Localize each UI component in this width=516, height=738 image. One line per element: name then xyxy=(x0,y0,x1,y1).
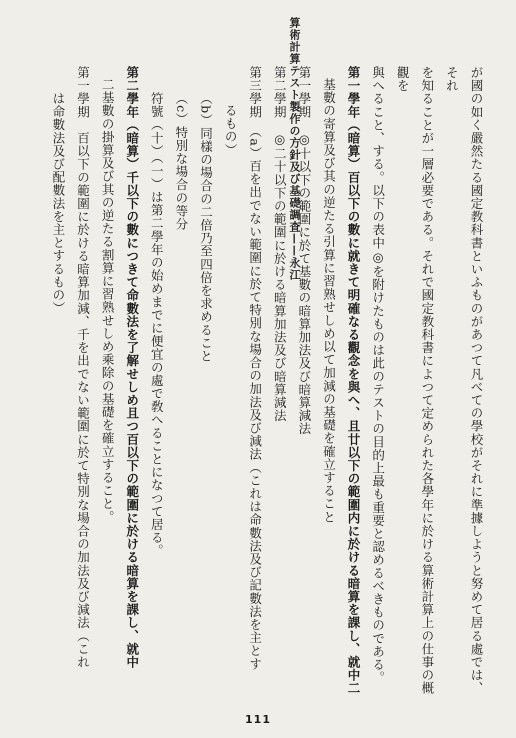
text-line: は命數法及び配數法を主とするもの） xyxy=(50,92,66,315)
term-2: 第二學期 ◎二十以下の範圍に於ける暗算加法及び暗算減法 xyxy=(272,66,288,423)
text-line: （c）特別な場合の等分 xyxy=(173,92,189,231)
text-line: るもの） xyxy=(223,104,239,157)
grade-2-heading: 第二學年（暗算）千以下の數につきて命數法を了解せしめ且つ百以下の範圍に於ける暗算を課し、就中 xyxy=(124,66,140,669)
text-line: が國の如く嚴然たる國定教科書といふものがあつて凡べての學校がそれに準據しようと努めて居る處では、それ xyxy=(444,66,484,695)
term-3: 第三學期 （a）百を出でない範圍に於て特別な場合の加法及び減法（これは命數法及び記數法を主とす xyxy=(247,66,263,671)
grade-1-heading: 第一學年（暗算）百以下の數に就きて明確なる觀念を與へ、且廿以下の範圍内に於ける暗算を課し、就中二 xyxy=(346,66,362,695)
text-line: （b）同樣の場合の二倍乃至四倍を求めること xyxy=(198,92,214,363)
text-line: 與へること、する。以下の表中◎を附けたものは此のテストの目的上最も重要と認めるべきものである。 xyxy=(370,66,386,685)
text-line: を知ることが一層必要である。それで國定教科書によつて定められた各學年に於ける算術計算上の仕事の概觀を xyxy=(395,66,435,695)
text-line: 基數の寄算及び其の逆たる引算に習熟せしめ以て加減の基礎を確立すること xyxy=(321,78,337,524)
term-1: 第一學期 百以下の範圍に於ける暗算加減、千を出でない範圍に於て特別な場合の加法及び減法（これ xyxy=(75,66,91,669)
term-1: 第一學期 ◎十以下の範圍に於て基數の暗算加法及び暗算減法 xyxy=(296,66,312,436)
symbol-note: 符號（十）（一）は第二學年の始めまでに便宜の處で敎へることになつて居る。 xyxy=(149,92,165,558)
page-number: 111 xyxy=(245,713,271,726)
body-text xyxy=(45,66,488,706)
running-header: 算術計算テスト製作の方針及び基礎調査——永江 xyxy=(288,17,301,281)
text-line: 二基數の掛算及び其の逆たる割算に習熟せしめ乘除の基礎を確立すること。 xyxy=(100,78,116,524)
